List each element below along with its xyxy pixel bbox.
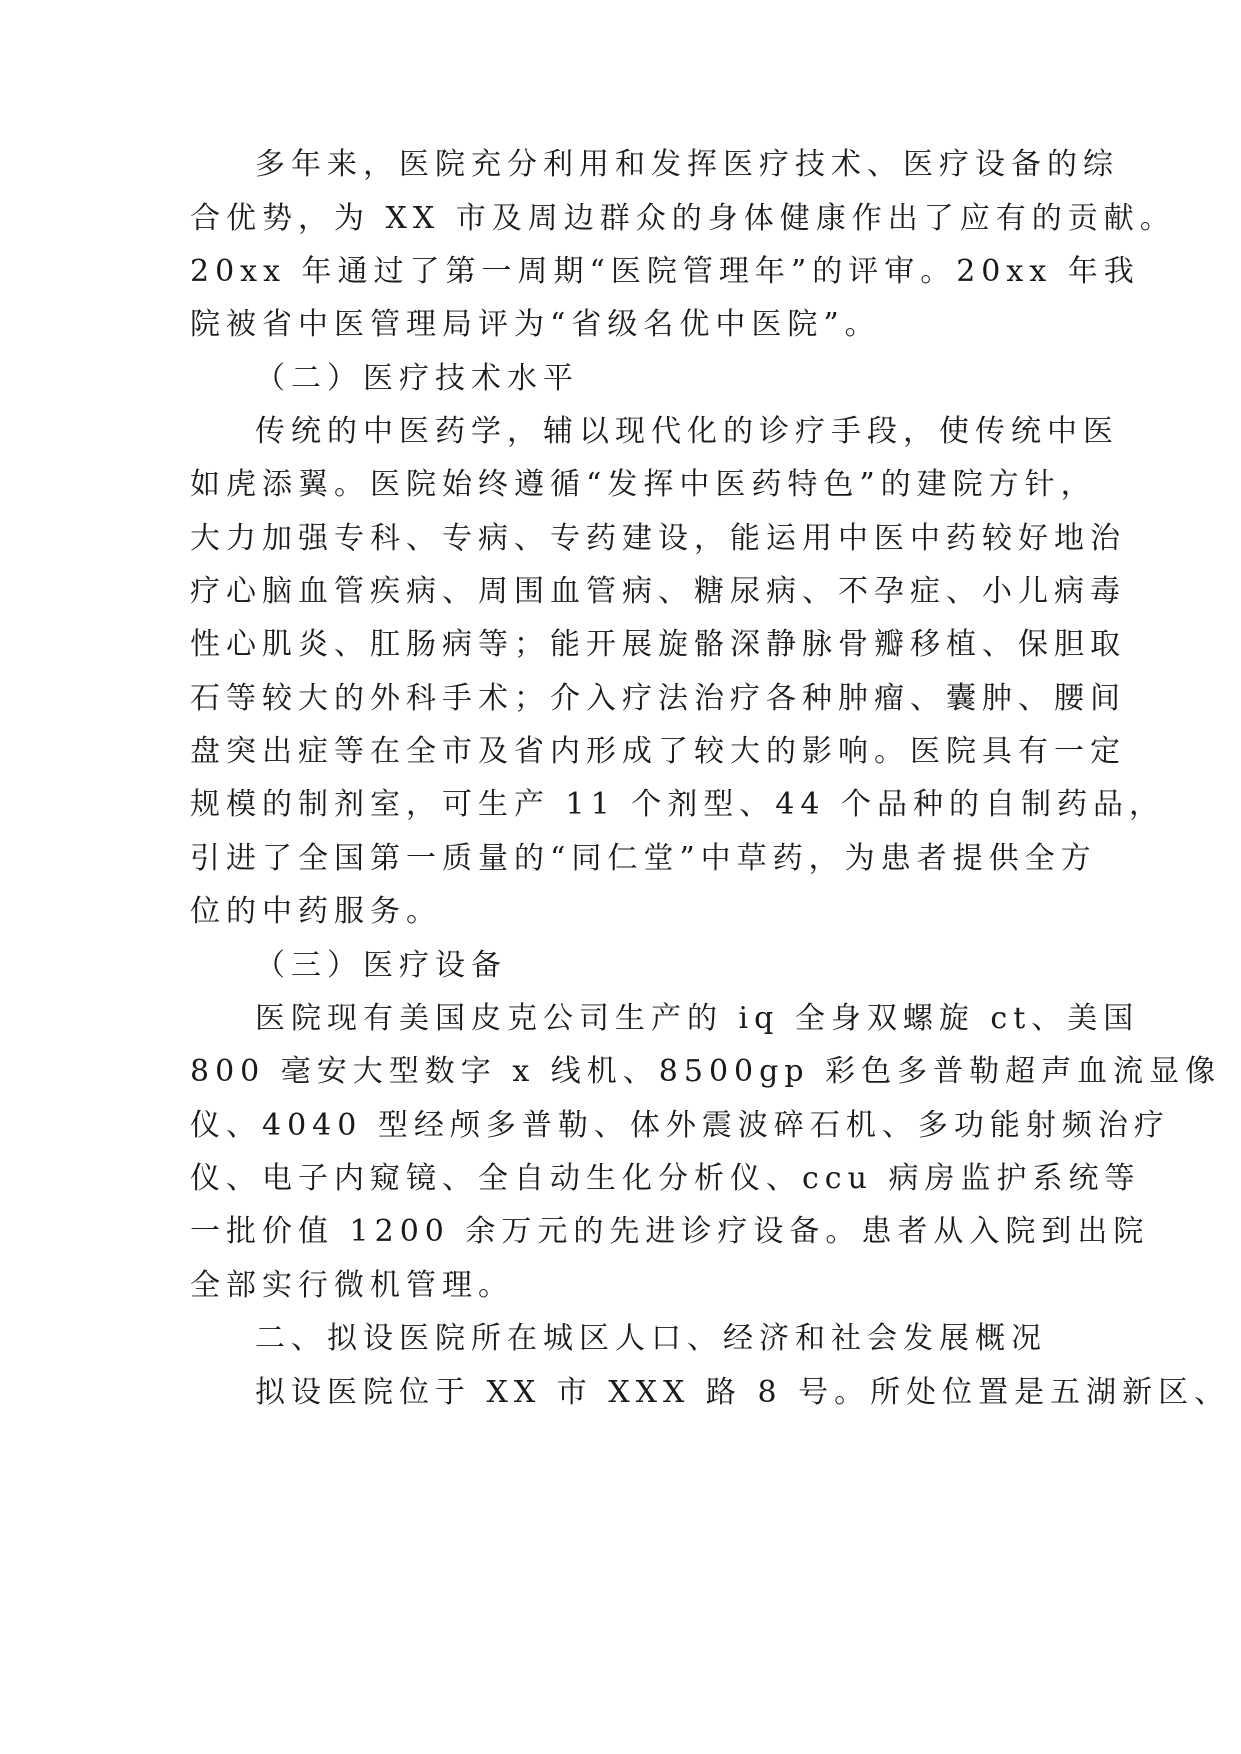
- section-heading-technology: （二）医疗技术水平: [255, 361, 579, 396]
- paragraph-2-line-4: 疗心脑血管疾病、周围血管病、糖尿病、不孕症、小儿病毒: [190, 574, 1126, 609]
- paragraph-3-line-5: 一批价值 1200 余万元的先进诊疗设备。患者从入院到出院: [190, 1214, 1150, 1249]
- paragraph-3-line-2: 800 毫安大型数字 x 线机、8500gp 彩色多普勒超声血流显像: [190, 1054, 1222, 1089]
- section-heading-equipment: （三）医疗设备: [255, 948, 507, 983]
- paragraph-1-line-1: 多年来，医院充分利用和发挥医疗技术、医疗设备的综: [255, 147, 1119, 182]
- section-heading-population: 二、拟设医院所在城区人口、经济和社会发展概况: [255, 1321, 1047, 1356]
- paragraph-1-line-2: 合优势，为 XX 市及周边群众的身体健康作出了应有的贡献。: [190, 201, 1176, 236]
- paragraph-2-line-1: 传统的中医药学，辅以现代化的诊疗手段，使传统中医: [255, 414, 1119, 449]
- paragraph-2-line-8: 规模的制剂室，可生产 11 个剂型、44 个品种的自制药品，: [190, 787, 1165, 822]
- paragraph-1-line-3: 20xx 年通过了第一周期“医院管理年”的评审。20xx 年我: [190, 254, 1140, 289]
- paragraph-2-line-7: 盘突出症等在全市及省内形成了较大的影响。医院具有一定: [190, 734, 1126, 769]
- paragraph-4-line-1: 拟设医院位于 XX 市 XXX 路 8 号。所处位置是五湖新区、: [255, 1375, 1231, 1410]
- paragraph-2-line-10: 位的中药服务。: [190, 894, 442, 929]
- paragraph-1-line-4: 院被省中医管理局评为“省级名优中医院”。: [190, 307, 881, 342]
- paragraph-2-line-3: 大力加强专科、专病、专药建设，能运用中医中药较好地治: [190, 521, 1126, 556]
- paragraph-2-line-6: 石等较大的外科手术；介入疗法治疗各种肿瘤、囊肿、腰间: [190, 681, 1126, 716]
- paragraph-3-line-3: 仪、4040 型经颅多普勒、体外震波碎石机、多功能射频治疗: [190, 1108, 1170, 1143]
- paragraph-2-line-2: 如虎添翼。医院始终遵循“发挥中医药特色”的建院方针，: [190, 467, 1097, 502]
- paragraph-3-line-4: 仪、电子内窥镜、全自动生化分析仪、ccu 病房监护系统等: [190, 1161, 1141, 1196]
- paragraph-3-line-1: 医院现有美国皮克公司生产的 iq 全身双螺旋 ct、美国: [255, 1001, 1140, 1036]
- paragraph-3-line-6: 全部实行微机管理。: [190, 1268, 514, 1303]
- paragraph-2-line-9: 引进了全国第一质量的“同仁堂”中草药，为患者提供全方: [190, 841, 1097, 876]
- paragraph-2-line-5: 性心肌炎、肛肠病等；能开展旋骼深静脉骨瓣移植、保胆取: [190, 627, 1126, 662]
